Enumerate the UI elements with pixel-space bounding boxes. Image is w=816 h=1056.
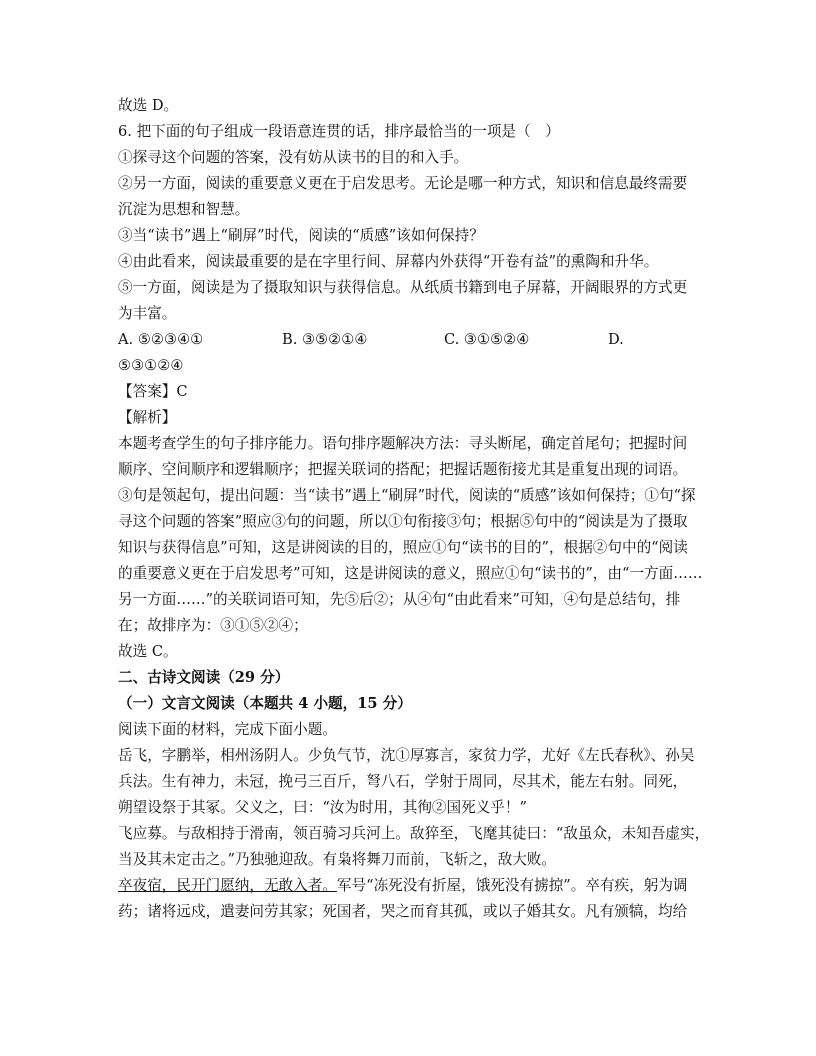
option-c: C. ③①⑤②④ (444, 331, 530, 348)
subsection-title: （一）文言文阅读（本题共 4 小题，15 分） (118, 695, 412, 712)
text-line: ④由此看来，阅读最重要的是在字里行间、屏幕内外获得“开卷有益”的熏陶和升华。 (118, 253, 659, 270)
option-a: A. ⑤②③④① (118, 331, 204, 348)
instruction-line: 阅读下面的材料，完成下面小题。 (118, 721, 337, 738)
passage-line: 兵法。生有神力，未冠，挽弓三百斤，弩八石，学射于周同，尽其术，能左右射。同死， (118, 773, 688, 790)
analysis-label: 【解析】 (118, 409, 177, 426)
analysis-line: 故选 C。 (118, 643, 178, 660)
analysis-line: 知识与获得信息”可知，这是讲阅读的目的，照应①句“读书的目的”，根据②句中的“阅读 (118, 539, 688, 556)
analysis-line: 另一方面……”的关联词语可知，先⑤后②；从④句“由此看来”可知，④句是总结句，排 (118, 591, 681, 608)
analysis-line: ③句是领起句，提出问题：当“读书”遇上“刷屏”时代，阅读的“质感”该如何保持；①句“探 (118, 487, 696, 504)
analysis-line: 的重要意义更在于启发思考”可知，这是讲阅读的意义，照应①句“读书的”，由“一方面…… (118, 565, 703, 582)
text-line: 沉淀为思想和智慧。 (118, 201, 250, 218)
passage-line: 岳飞，字鹏举，相州汤阴人。少负气节，沈①厚寡言，家贫力学，尤好《左氏春秋》、孙吴 (118, 747, 695, 764)
passage-fragment: 军号“冻死没有折屋，饿死没有掳掠”。卒有疾，躬为调 (336, 877, 688, 894)
passage-line: 飞应募。与敌相持于滑南，领百骑习兵河上。敌猝至，飞麾其徒曰：“敌虽众，未知吾虚实， (118, 825, 710, 842)
underlined-sentence: 卒夜宿，民开门愿纳，无敢入者。 (118, 877, 337, 894)
passage-line: 朔望设祭于其冢。父义之，曰：“汝为时用，其徇②国死义乎！” (118, 799, 527, 816)
analysis-line: 在；故排序为：③①⑤②④； (118, 617, 308, 634)
question-line: 6. 把下面的句子组成一段语意连贯的话，排序最恰当的一项是（ ） (118, 123, 560, 140)
option-d-continued: ⑤③①②④ (118, 357, 184, 374)
analysis-line: 顺序、空间顺序和逻辑顺序；把握关联词的搭配；把握话题衔接尤其是重复出现的词语。 (118, 461, 688, 478)
text-line: ①探寻这个问题的答案，没有妨从读书的目的和入手。 (118, 149, 469, 166)
text-line: ②另一方面，阅读的重要意义更在于启发思考。无论是哪一种方式，知识和信息最终需要 (118, 175, 688, 192)
passage-line (118, 876, 688, 896)
text-line: 故选 D。 (118, 97, 179, 114)
passage-line: 当及其未定击之。”乃独驰迎敌。有枭将舞刀而前，飞斩之，敌大败。 (118, 851, 556, 868)
option-d: D. (608, 331, 624, 348)
analysis-line: 本题考查学生的句子排序能力。语句排序题解决方法：寻头断尾，确定首尾句；把握时间 (118, 435, 688, 452)
passage-line: 药；诸将远戍，遣妻问劳其家；死国者，哭之而育其孤，或以子婚其女。凡有颁犒，均给 (118, 903, 688, 920)
option-b: B. ③⑤②①④ (282, 331, 368, 348)
text-line: ⑤一方面，阅读是为了摄取知识与获得信息。从纸质书籍到电子屏幕，开阔眼界的方式更 (118, 279, 688, 296)
answer-line: 【答案】C (118, 383, 188, 400)
analysis-line: 寻这个问题的答案”照应③句的问题，所以①句衔接③句；根据⑤句中的“阅读是为了摄取 (118, 513, 688, 530)
section-title: 二、古诗文阅读（29 分） (118, 669, 290, 686)
text-line: 为丰富。 (118, 305, 177, 322)
text-line: ③当“读书”遇上“刷屏”时代，阅读的“质感”该如何保持？ (118, 227, 484, 244)
